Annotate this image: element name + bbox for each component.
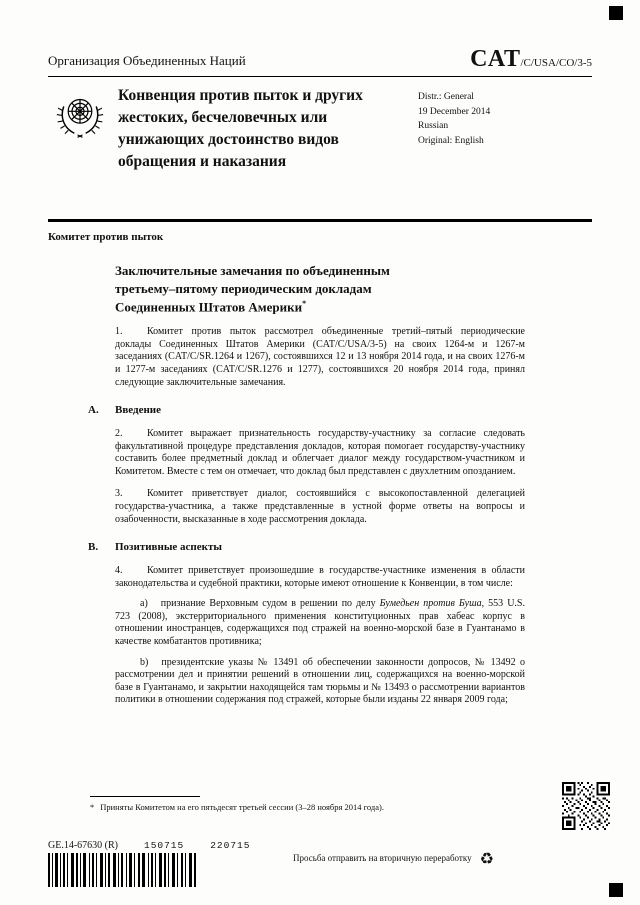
document-symbol-suffix: /C/USA/CO/3-5 xyxy=(520,57,592,69)
registration-mark-top xyxy=(609,6,623,20)
subparagraph-label: b) xyxy=(140,656,149,668)
paragraph-text: Комитет приветствует произошедшие в государстве-участнике изменения в области законодательства и судебной практики, которые имеют отношение к Конвенции, в том числе: xyxy=(115,564,525,589)
separator-rule xyxy=(48,219,592,222)
recycle-icon: ♻ xyxy=(479,851,494,868)
paragraph-1 xyxy=(115,326,525,389)
print-date-1: 150715 xyxy=(144,840,185,851)
paragraph-number: 4. xyxy=(115,564,123,576)
distr-line: Distr.: General xyxy=(418,92,474,102)
document-header xyxy=(48,46,592,77)
convention-title: Конвенция против пыток и других жестоких, бесчеловечных или унижающих достоинство видов обращения и наказания xyxy=(118,87,363,170)
un-emblem-icon xyxy=(54,91,106,173)
footnote-text-line xyxy=(90,802,520,813)
subparagraph-text: президентские указы № 13491 об обеспечении законности допросов, № 13492 о рассмотрении дел и принятии решений в отношении лиц, содержащихся на военно-морской базе в Гуантанамо, и закрытии находящейся там тюрьмы и № 13493 о рассмотрении вариантов политики в отношении содержания под стражей, которые были изданы 22 января 2009 года; xyxy=(115,656,525,706)
barcode xyxy=(48,853,198,892)
date-line: 19 December 2014 xyxy=(418,106,491,117)
subparagraph-text: , 553 U.S. 723 (2008), экстерриториального применения конституционных прав хабеас корпус в отношении иностранцев, содержащихся под стражей на военно-морской базе в Гуантанамо в качестве комбатантов противника; xyxy=(115,598,525,647)
section-letter: A. xyxy=(88,404,99,417)
committee-label: Комитет против пыток xyxy=(48,231,164,243)
distribution-info xyxy=(418,85,490,173)
subparagraph-b xyxy=(115,657,525,707)
case-name: Бумедьен против Буша xyxy=(379,598,482,610)
subparagraph-label: a) xyxy=(140,598,148,610)
section-title: Позитивные аспекты xyxy=(115,541,222,554)
subparagraph-text: признание Верховным судом в решении по делу xyxy=(160,598,380,610)
paragraph-text: Комитет приветствует диалог, состоявшийся с высокопоставленной делегацией государства-участника, а также представленные в устной форме ответы на вопросы и озабоченности, высказанные в ходе рассмотрения доклада. xyxy=(115,488,525,525)
recycle-notice xyxy=(293,849,494,869)
footnote-marker: * xyxy=(90,801,95,812)
paragraph-2 xyxy=(115,428,525,478)
subparagraph-a xyxy=(115,598,525,648)
document-body xyxy=(88,262,525,707)
registration-mark-bottom xyxy=(609,883,623,897)
paragraph-4 xyxy=(115,565,525,590)
footnote xyxy=(90,796,520,813)
footnote-rule xyxy=(90,796,200,797)
section-letter: B. xyxy=(88,541,99,554)
original-language-line: Original: English xyxy=(418,136,484,147)
section-heading-a xyxy=(88,404,525,418)
organization-name: Организация Объединенных Наций xyxy=(48,53,246,68)
paragraph-3 xyxy=(115,488,525,526)
footnote-reference: * xyxy=(302,298,307,308)
recycle-text: Просьба отправить на вторичную переработку xyxy=(293,853,472,863)
paragraph-number: 1. xyxy=(115,326,123,338)
print-date-2: 220715 xyxy=(210,840,251,851)
paragraph-number: 3. xyxy=(115,488,123,500)
masthead xyxy=(48,85,592,173)
document-title-text: Заключительные замечания по объединенным третьему–пятому периодическим докладам Соединенных Штатов Америки xyxy=(115,263,390,315)
language-line: Russian xyxy=(418,121,449,132)
paragraph-text: Комитет против пыток рассмотрел объединенные третий–пятый периодические доклады Соединенных Штатов Америки (CAT/C/USA/3-5) на своих 1264-м и 1267-м заседаниях (CAT/C/SR.1264 и 1267), состоявшихся 12 и 13 ноября 2014 года, и на своих 1276-м и 1277-м заседаниях (CAT/C/SR.1276 и 1277), состоявшихся 20 ноября 2014 года, принял следующие заключительные замечания. xyxy=(115,326,525,388)
paragraph-text: Комитет выражает признательность государству-участнику за согласие следовать факультативной процедуре представления докладов, которая помогает государству-участнику составить более предметный доклад и облегчает диалог между государством-участником и Комитетом. Вместе с тем он отмечает, что доклад был представлен с двухлетним опозданием. xyxy=(115,427,525,477)
document-symbol-prefix: CAT xyxy=(470,46,521,72)
qr-code xyxy=(562,782,610,835)
document-title xyxy=(115,262,451,316)
section-title: Введение xyxy=(115,404,162,417)
paragraph-number: 2. xyxy=(115,427,123,439)
section-heading-b xyxy=(88,541,525,555)
footer-code-line xyxy=(48,840,250,851)
document-symbol xyxy=(470,46,592,73)
ge-code: GE.14-67630 (R) xyxy=(48,840,118,851)
footnote-text: Приняты Комитетом на его пятьдесят третьей сессии (3–28 ноября 2014 года). xyxy=(100,801,384,812)
